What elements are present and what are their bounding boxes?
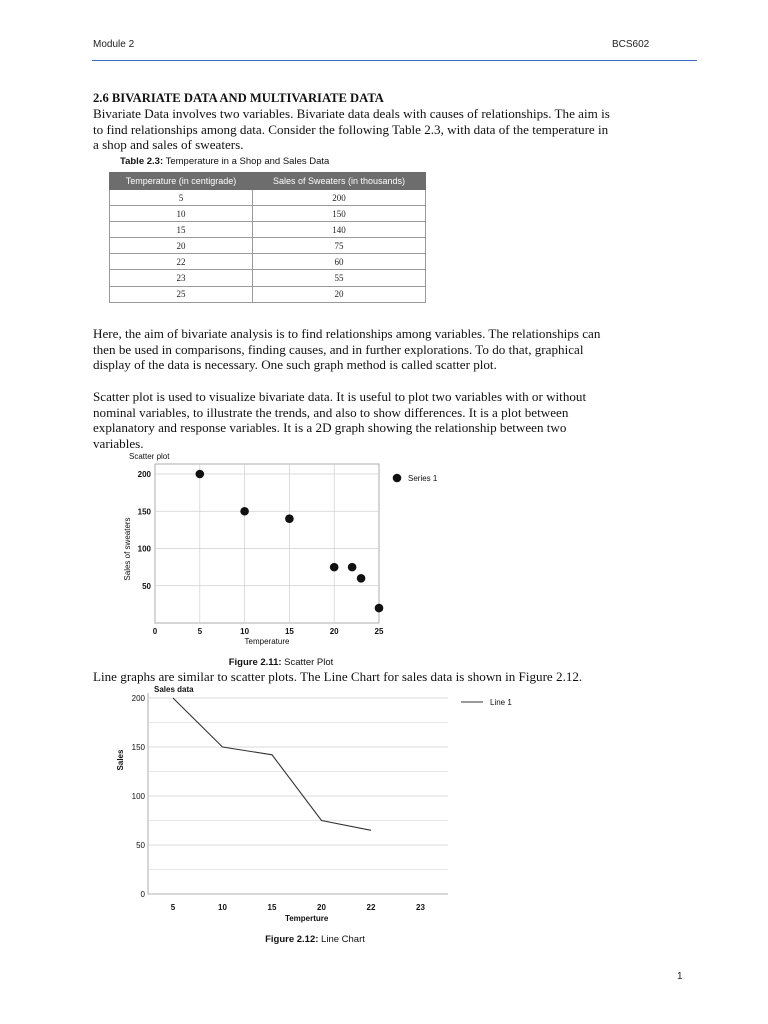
- scatter-y-axis-label: Sales of sweaters: [123, 517, 132, 581]
- line-chart-x-axis-label: Temperture: [284, 914, 329, 923]
- line-chart-x-tick-label: 20: [317, 903, 326, 912]
- table-cell: 23: [110, 270, 253, 286]
- table-cell: 10: [110, 206, 253, 222]
- line-chart-title: Sales data: [154, 685, 194, 694]
- scatter-legend-marker: [393, 474, 402, 483]
- table-cell: 25: [110, 286, 253, 302]
- paragraph-line: to find relationships among data. Consider the following Table 2.3, with data of the temperature in: [93, 121, 609, 137]
- line-chart-y-tick-label: 100: [131, 792, 145, 801]
- scatter-x-tick-label: 5: [197, 627, 203, 636]
- line-chart-y-tick-label: 0: [140, 890, 145, 899]
- scatter-plot-area: [155, 464, 379, 623]
- table-cell: 140: [253, 222, 426, 238]
- scatter-point: [285, 514, 294, 523]
- paragraph-line: Here, the aim of bivariate analysis is to find relationships among variables. The relationships can: [93, 326, 601, 341]
- paragraph-line: Line graphs are similar to scatter plots. The Line Chart for sales data is shown in Figure 2.12.: [93, 669, 583, 684]
- scatter-point: [196, 470, 205, 479]
- paragraph-line: explanatory and response variables. It is a 2D graph showing the relationship between two: [93, 420, 567, 436]
- scatter-x-tick-label: 10: [240, 627, 250, 636]
- table-cell: 150: [253, 206, 426, 222]
- paragraph-line: nominal variables, to illustrate the trends, and also to show differences. It is a plot between: [93, 404, 569, 420]
- figure-2-12-caption-text: Line Chart: [318, 934, 365, 945]
- line-chart-x-tick-label: 15: [267, 903, 277, 912]
- table-cell: 20: [110, 238, 253, 254]
- header-module: Module 2: [93, 39, 135, 50]
- scatter-x-tick-label: 0: [152, 627, 158, 636]
- line-chart-x-tick-label: 5: [170, 903, 176, 912]
- table-cell: 22: [110, 254, 253, 270]
- table-caption-text: Temperature in a Shop and Sales Data: [163, 156, 330, 167]
- paragraph-line: a shop and sales of sweaters.: [93, 137, 244, 153]
- paragraph-line: Scatter plot is used to visualize bivariate data. It is useful to plot two variables with or without: [93, 389, 587, 404]
- table-cell: 55: [253, 270, 426, 286]
- paragraph-line: Bivariate Data involves two variables. Bivariate data deals with causes of relationships. The aim is: [93, 106, 610, 121]
- page-number: 1: [677, 971, 683, 982]
- line-chart-legend-label: Line 1: [490, 698, 512, 707]
- line-chart-y-tick-label: 50: [136, 841, 145, 850]
- scatter-title: Scatter plot: [129, 452, 170, 461]
- table-cell: 60: [253, 254, 426, 270]
- paragraph-line: display of the data is necessary. One such graph method is called scatter plot.: [93, 357, 497, 373]
- table-caption-label: Table 2.3:: [120, 156, 164, 167]
- scatter-y-tick-label: 50: [142, 581, 151, 591]
- scatter-point: [348, 563, 357, 572]
- section-heading: 2.6 BIVARIATE DATA AND MULTIVARIATE DATA: [93, 91, 384, 105]
- scatter-y-tick-label: 100: [137, 544, 151, 554]
- scatter-y-tick-label: 150: [137, 507, 151, 517]
- line-chart-x-tick-label: 22: [366, 903, 376, 912]
- scatter-y-tick-label: 200: [137, 470, 151, 479]
- table-header-sales: Sales of Sweaters (in thousands): [253, 173, 426, 190]
- scatter-point: [357, 574, 366, 583]
- header-course-code: BCS602: [612, 39, 650, 50]
- scatter-point: [375, 604, 384, 613]
- scatter-point: [330, 563, 339, 572]
- table-cell: 5: [110, 190, 253, 206]
- scatter-legend-label: Series 1: [408, 474, 438, 483]
- figure-2-12-caption-label: Figure 2.12:: [265, 934, 319, 945]
- line-chart-y-tick-label: 200: [131, 694, 145, 703]
- paragraph-line: then be used in comparisons, finding causes, and in further explorations. To do that, graphical: [93, 341, 584, 357]
- table-cell: 15: [110, 222, 253, 238]
- table-header-temperature: Temperature (in centigrade): [110, 173, 253, 190]
- scatter-x-tick-label: 15: [284, 627, 294, 636]
- line-chart-y-tick-label: 150: [131, 743, 145, 752]
- paragraph-line: variables.: [93, 435, 144, 451]
- table-cell: 75: [253, 238, 426, 254]
- line-chart-x-tick-label: 10: [218, 903, 227, 912]
- scatter-x-tick-label: 25: [374, 627, 384, 636]
- figure-2-11-caption-text: Scatter Plot: [281, 657, 334, 668]
- line-chart-series-line: [173, 698, 371, 830]
- line-chart-x-tick-label: 23: [416, 903, 425, 912]
- line-chart-y-axis-label: Sales: [116, 749, 125, 771]
- scatter-x-tick-label: 20: [329, 627, 339, 636]
- scatter-x-axis-label: Temperature: [244, 637, 290, 646]
- figure-2-11-caption: [229, 657, 334, 668]
- table-cell: 20: [253, 286, 426, 302]
- figure-2-11-caption-label: Figure 2.11:: [228, 657, 282, 668]
- table-cell: 200: [253, 190, 426, 206]
- scatter-point: [240, 507, 249, 516]
- figure-2-12-caption: [265, 934, 365, 945]
